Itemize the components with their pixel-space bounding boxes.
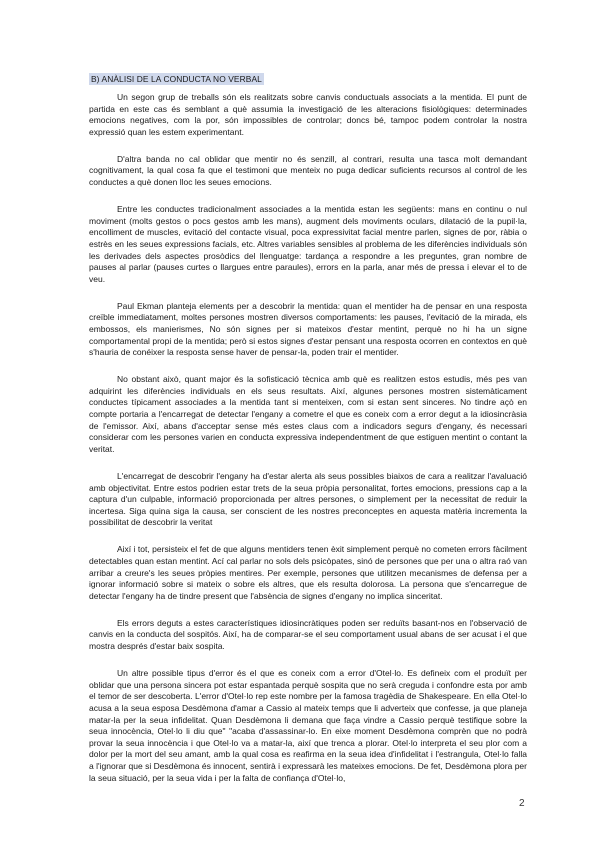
paragraph: Entre les conductes tradicionalment associades a la mentida estan les següents: mans en continu o nul moviment (molts gestos o pocs gestos amb les mans), augment dels moviments oculars, dilatació de la pupil·la, encolliment de muscles, evitació del contacte visual, poca expressivitat facial mentre parlen, signes de por, ràbia o estrès en les seues expressions facials, etc. Altres variables sensibles al problema de les diferències individuals són les derivades dels aspectes prosòdics del llenguatge: tardança a respondre a les preguntes, gran nombre de pauses al parlar (pauses curtes o llargues entre paraules), errors en la parla, anar més de pressa i elevar el to de veu. [89, 204, 527, 284]
paragraph: No obstant això, quant major és la sofisticació tècnica amb què es realitzen estos estudis, més pes van adquirint les diferències individuals en els seus resultats. Així, algunes persones mostren sistemàticament conductes típicament associades a la mentida tant si menteixen, com si estan sent sinceres. No tindre açò en compte portaria a l'encarregat de detectar l'engany a cometre el que es coneix com a error degut a la idiosincràsia de l'emissor. Així, abans d'acceptar sense més estes claus com a indicadors segurs d'engany, és necessari considerar com les persones varien en conducta expressiva independentment de que estiguen mentint o contant la veritat. [89, 374, 527, 454]
body-text [89, 92, 527, 800]
paragraph: L'encarregat de descobrir l'engany ha d'estar alerta als seus possibles biaixos de cara a realitzar l'avaluació amb objectivitat. Entre estos podrien estar trets de la seua pròpia personalitat, fortes emocions, pressions cap a la captura d'un culpable, informació proporcionada per altres persones, o simplement per la necessitat de reduir la incertesa. Siga quina siga la causa, ser conscient de les nostres preconceptes en aquesta matèria incrementa la possibilitat de descobrir la veritat [89, 470, 527, 528]
paragraph: Els errors deguts a estes característiques idiosincràtiques poden ser reduïts basant-nos en l'observació de canvis en la conducta del sospitós. Així, ha de comparar-se el seu comportament usual abans de ser acusat i el que mostra després d'estar baix sospita. [89, 617, 527, 652]
page-number: 2 [519, 798, 525, 809]
section-heading: B) ANÀLISI DE LA CONDUCTA NO VERBAL [91, 74, 262, 84]
paragraph: D'altra banda no cal oblidar que mentir no és senzill, al contrari, resulta una tasca molt demandant cognitivament, la qual cosa fa que el testimoni que menteix no puga dedicar suficients recursos al control de les conductes a què donen lloc les seues emocions. [89, 153, 527, 188]
paragraph: Així i tot, persisteix el fet de que alguns mentiders tenen èxit simplement perquè no cometen errors fàcilment detectables quan estan mentint. Ací cal parlar no sols dels psicòpates, sinó de persones que per una o altra raó van arribar a creure's les seues pròpies mentires. Per exemple, persones que utilitzen mecanismes de defensa per a ignorar informació sobre si mateix o sobre els altres, que els resulta dolorosa. La persona que s'encarregue de detectar l'engany ha de tindre present que l'absència de signes d'engany no implica sinceritat. [89, 544, 527, 601]
paragraph: Paul Ekman planteja elements per a descobrir la mentida: quan el mentider ha de pensar en una resposta creïble immediatament, moltes persones mostren diversos comportaments: les pauses, l'evitació de la mirada, els embossos, els manierismes, No són signes per si mateixos d'estar mentint, perquè no hi ha un signe comportamental propi de la mentida; però si estos signes d'estar pensant una resposta ocorren en contextos en què s'hauria de conéixer la resposta sense haver de pensar-la, poden trair el mentider. [89, 300, 527, 358]
paragraph: Un altre possible tipus d'error és el que es coneix com a error d'Otel·lo. Es defineix com el produït per oblidar que una persona sincera pot estar espantada perquè sospita que no serà creguda i confondre esta por amb el temor de ser descoberta. L'error d'Otel·lo rep este nombre per la famosa tragèdia de Shakespeare. En ella Otel·lo acusa a la seua esposa Desdèmona d'amar a Cassio al mateix temps que li adverteix que confesse, ja que planeja matar-la per la seua infidelitat. Quan Desdèmona li demana que faça vindre a Cassio perquè testifique sobre la seua innocència, Otel·lo li diu que" "acaba d'assassinar-lo. En eixe moment Desdèmona comprèn que no podrà provar la seua innocència i que Otel·lo va a matar-la, així que trenca a plorar. Otel·lo interpreta el seu plor com a dolor per la mort del seu amant, amb la qual cosa es reafirma en la seua idea d'infidelitat i l'estrangula, Otel·lo falla a l'ignorar que si Desdèmona és innocent, sentirà i expressarà les mateixes emocions. De fet, Desdèmona plora per la seua situació, per la seua vida i per la falta de confiança d'Otel·lo, [89, 668, 527, 783]
paragraph: Un segon grup de treballs són els realitzats sobre canvis conductuals associats a la mentida. El punt de partida en este cas és semblant a què assumia la investigació de les alteracions fisiològiques: determinades emocions negatives, com la por, són impossibles de controlar; doncs bé, tampoc podem controlar la nostra expressió quan les estem experimentant. [89, 92, 527, 137]
